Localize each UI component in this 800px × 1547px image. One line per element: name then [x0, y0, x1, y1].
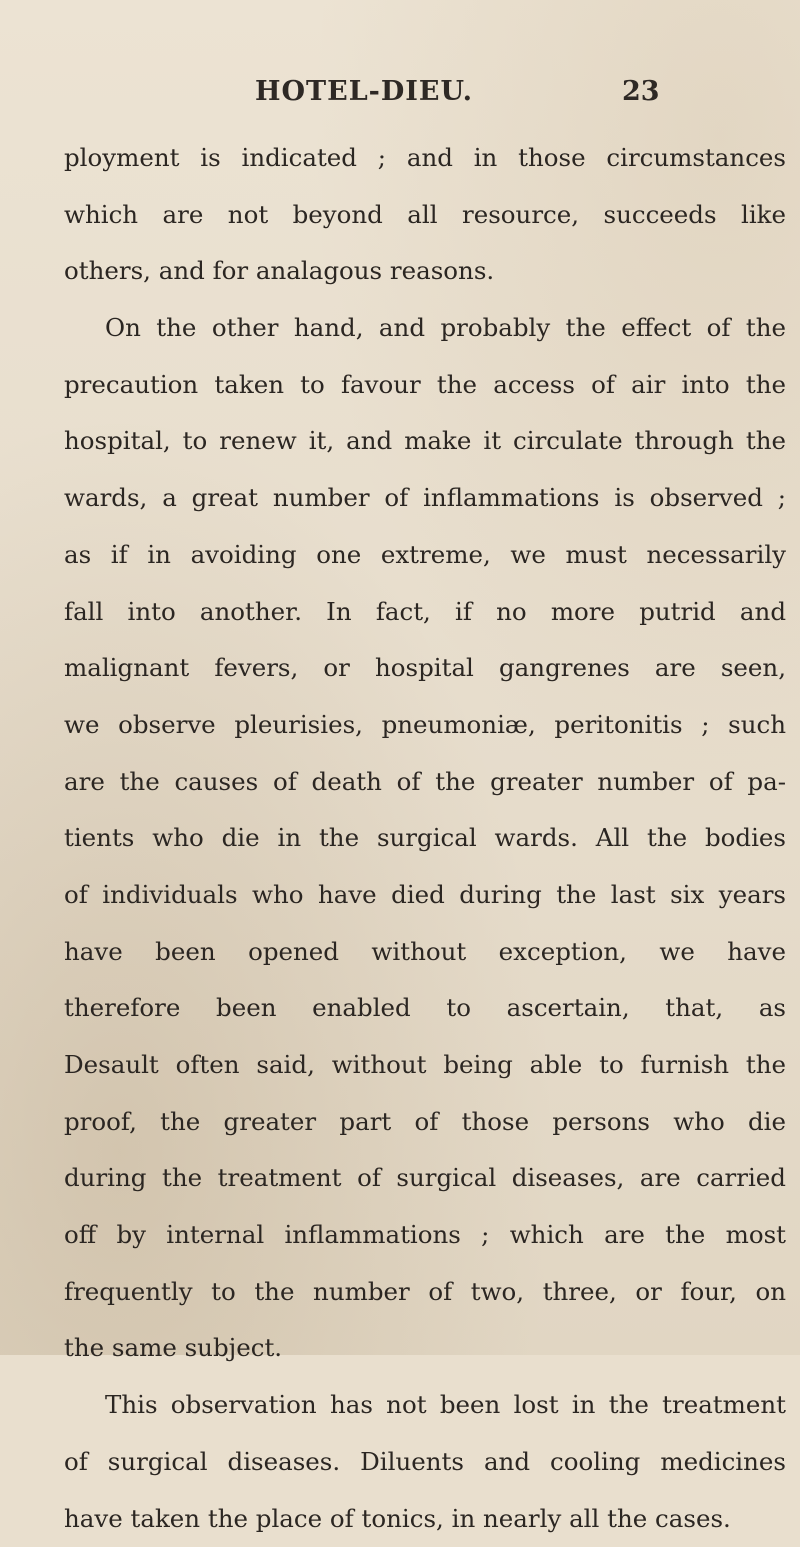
text-line: Desault often said, without being able to furnish the [64, 1037, 786, 1094]
text-line: as if in avoiding one extreme, we must necessarily [64, 527, 786, 584]
text-line: of surgical diseases. Diluents and cooling medicines [64, 1434, 786, 1491]
text-line: of individuals who have died during the last six years [64, 867, 786, 924]
text-line: On the other hand, and probably the effect of the [64, 300, 786, 357]
text-line: others, and for analagous reasons. [64, 243, 786, 300]
page-number: 23 [622, 76, 660, 107]
text-line: off by internal inflammations ; which are the most [64, 1207, 786, 1264]
text-line: malignant fevers, or hospital gangrenes are seen, [64, 640, 786, 697]
running-head [0, 76, 800, 116]
text-line: wards, a great number of inflammations is observed ; [64, 470, 786, 527]
text-line: the same subject. [64, 1320, 786, 1377]
body-text [64, 130, 786, 1547]
text-line: have taken the place of tonics, in nearly all the cases. [64, 1491, 786, 1547]
running-title: HOTEL-DIEU. [255, 76, 473, 107]
text-line: during the treatment of surgical diseases, are carried [64, 1150, 786, 1207]
text-line: have been opened without exception, we have [64, 924, 786, 981]
text-line: tients who die in the surgical wards. All the bodies [64, 810, 786, 867]
text-line: hospital, to renew it, and make it circulate through the [64, 413, 786, 470]
text-line: which are not beyond all resource, succeeds like [64, 187, 786, 244]
text-line: precaution taken to favour the access of air into the [64, 357, 786, 414]
text-line: proof, the greater part of those persons who die [64, 1094, 786, 1151]
text-line: are the causes of death of the greater number of pa- [64, 754, 786, 811]
text-line: ployment is indicated ; and in those circumstances [64, 130, 786, 187]
text-line: This observation has not been lost in the treatment [64, 1377, 786, 1434]
text-line: frequently to the number of two, three, or four, on [64, 1264, 786, 1321]
text-line: therefore been enabled to ascertain, that, as [64, 980, 786, 1037]
text-line: we observe pleurisies, pneumoniæ, peritonitis ; such [64, 697, 786, 754]
text-line: fall into another. In fact, if no more putrid and [64, 584, 786, 641]
